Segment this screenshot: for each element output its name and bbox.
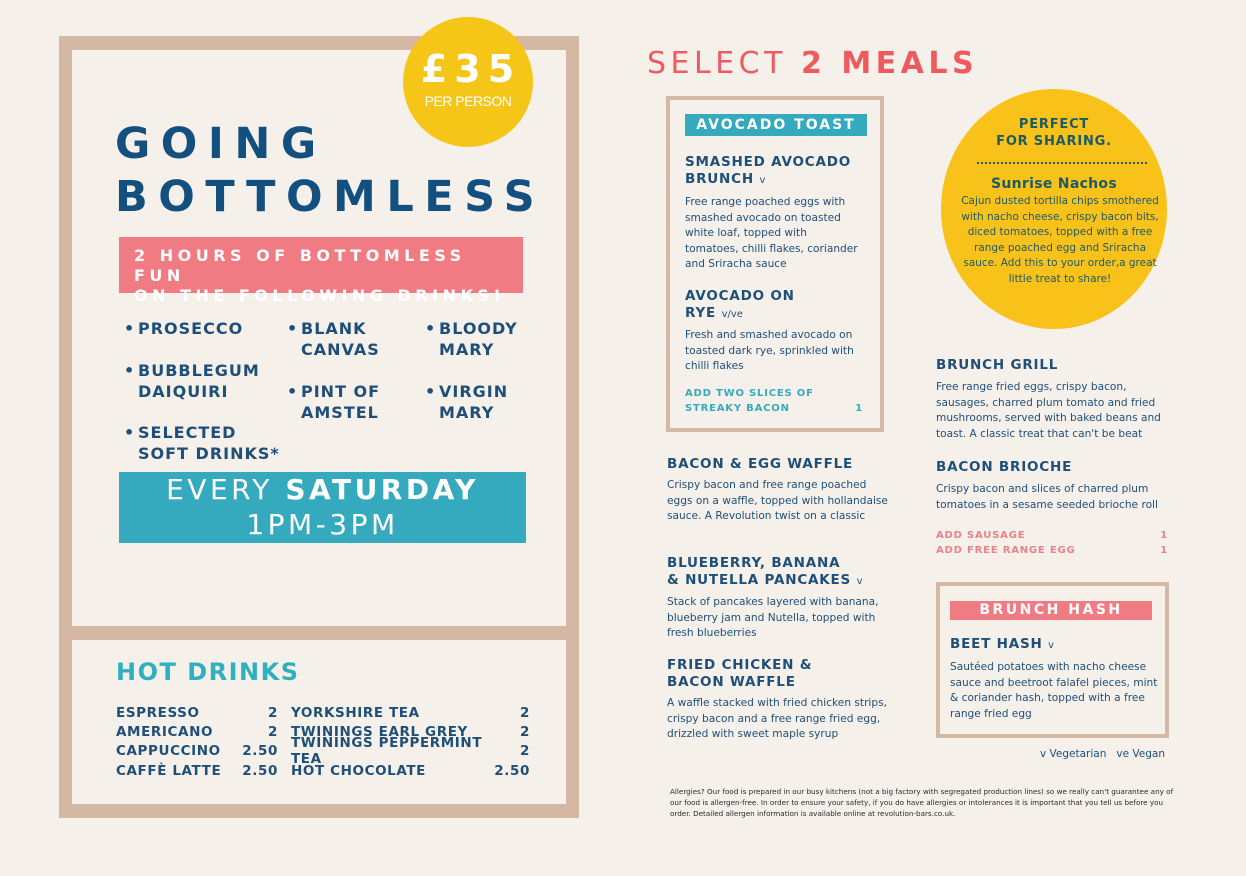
- dish-name-line: AVOCADO ON: [685, 288, 795, 304]
- bottomless-banner: [119, 237, 523, 305]
- sharing-heading: [941, 116, 1167, 150]
- drink-label: DAIQUIRI: [138, 382, 229, 401]
- drink-label: AMSTEL: [301, 403, 379, 422]
- legend-vegetarian: v Vegetarian: [1040, 748, 1107, 760]
- dish-description: Crispy bacon and free range poached eggs on a waffle, topped with hollandaise sauce. A Revolution twist on a classic: [667, 479, 888, 522]
- sharing-badge: [941, 89, 1167, 329]
- price-amount: £35: [420, 47, 522, 91]
- drink-item: [425, 318, 518, 360]
- drink-item: [287, 381, 380, 423]
- hot-drinks-title: HOT DRINKS: [116, 658, 300, 686]
- dish-brunch-grill: [936, 357, 1172, 442]
- bullet-icon: •: [287, 319, 299, 338]
- table-row: [116, 735, 530, 768]
- table-row: [116, 761, 530, 780]
- addon-label: ADD TWO SLICES OF: [685, 388, 814, 399]
- dish-name: BRUNCH GRILL: [936, 357, 1059, 373]
- dish-name-line: FRIED CHICKEN &: [667, 657, 813, 673]
- drink-label: SELECTED: [138, 423, 237, 442]
- drink-price: 2: [268, 704, 278, 721]
- drink-item: [287, 318, 380, 360]
- brunch-hash-section: [936, 582, 1169, 738]
- drink-price: 2: [520, 743, 530, 760]
- drink-price: 2.50: [242, 762, 278, 779]
- drink-name: AMERICANO: [116, 723, 214, 740]
- bullet-icon: •: [124, 319, 136, 338]
- drink-name: CAPPUCCINO: [116, 743, 221, 760]
- schedule-day: SATURDAY: [285, 473, 479, 506]
- bullet-icon: •: [425, 382, 437, 401]
- dish-bacon-brioche: [936, 459, 1172, 513]
- dish-name: [685, 288, 875, 323]
- drink-price: 2.50: [494, 762, 530, 779]
- drink-name: ESPRESSO: [116, 704, 200, 721]
- drink-label: CANVAS: [301, 340, 380, 359]
- dish-description: Fresh and smashed avocado on toasted dark rye, sprinkled with chilli flakes: [685, 329, 854, 372]
- drink-label: BLANK: [301, 319, 367, 338]
- drink-name: TWININGS PEPPERMINT TEA: [291, 735, 483, 768]
- banner-line-2: ON THE FOLLOWING DRINKS!: [134, 286, 506, 305]
- bullet-icon: •: [425, 319, 437, 338]
- dish-description: Free range poached eggs with smashed avocado on toasted white loaf, topped with tomatoes, chilli flakes, coriander and Sriracha sauce: [685, 196, 858, 270]
- dish-name: [667, 555, 892, 590]
- dish-pancakes: [667, 555, 892, 642]
- dietary-tag: v: [856, 576, 863, 587]
- section-label: BRUNCH HASH: [950, 601, 1152, 620]
- drink-label: VIRGIN: [439, 382, 509, 401]
- sharing-heading-line: PERFECT: [1018, 117, 1090, 132]
- dietary-legend: [1040, 748, 1165, 760]
- dish-description: Stack of pancakes layered with banana, blueberry jam and Nutella, topped with fresh blueberries: [667, 596, 879, 639]
- drink-label: PINT OF: [301, 382, 381, 401]
- dish-name-line: RYE: [685, 305, 717, 321]
- bullet-icon: •: [124, 423, 136, 442]
- avocado-toast-section: [666, 96, 884, 432]
- drink-name: TWININGS EARL GREY: [291, 723, 468, 740]
- heading-emphasis: 2 MEALS: [801, 46, 979, 81]
- dish-name-line: BACON WAFFLE: [667, 674, 796, 690]
- sharing-heading-line: FOR SHARING.: [996, 134, 1112, 149]
- dietary-tag: v/ve: [721, 309, 743, 320]
- allergy-notice: Allergies? Our food is prepared in our busy kitchens (not a big factory with segregated production lines) so we really can't guarantee any of our food is allergen-free. In order to ensure your safety, if you do have allergies or intolerances it is important that you tell us before you order. Detailed allergen information is available online at revolution-bars.co.uk.: [670, 787, 1174, 818]
- dish-name: BACON & EGG WAFFLE: [667, 456, 854, 472]
- addon-label: STREAKY BACON: [685, 403, 790, 414]
- schedule-time: 1PM-3PM: [246, 508, 399, 541]
- hot-drinks-table: [116, 703, 530, 780]
- dietary-tag: v: [1048, 640, 1055, 651]
- title-line-2: BOTTOMLESS: [115, 172, 546, 222]
- addon-price: 1: [855, 403, 863, 414]
- drink-price: 2.50: [242, 743, 278, 760]
- dish-description: A waffle stacked with fried chicken strips, crispy bacon and a free range fried egg, drizzled with sweet maple syrup: [667, 697, 887, 740]
- select-meals-heading: [647, 46, 978, 81]
- dotted-divider: [977, 162, 1147, 164]
- brioche-addons: [936, 528, 1168, 558]
- dish-name-line: BEET HASH: [950, 636, 1043, 652]
- sharing-dish-name: Sunrise Nachos: [990, 176, 1117, 192]
- addon-price: 1: [1160, 545, 1168, 556]
- dish-avocado-on-rye: [685, 288, 875, 375]
- title-line-1: GOING: [115, 119, 327, 169]
- drink-label: MARY: [439, 403, 495, 422]
- dish-name-line: BLUEBERRY, BANANA: [667, 555, 841, 571]
- sharing-dish-description: Cajun dusted tortilla chips smothered with nacho cheese, crispy bacon bits, diced tomatoes, topped with a free range poached egg and Sriracha sauce. Add this to your order,a great little treat to share!: [961, 195, 1159, 285]
- drink-price: 2: [520, 704, 530, 721]
- drink-item: [124, 318, 243, 339]
- drink-label: MARY: [439, 340, 495, 359]
- addon-label: ADD FREE RANGE EGG: [936, 545, 1076, 556]
- price-label: PER PERSON: [424, 93, 512, 109]
- dish-name: BACON BRIOCHE: [936, 459, 1073, 475]
- drink-price: 2: [268, 723, 278, 740]
- table-row: [116, 703, 530, 722]
- dish-smashed-avocado: [685, 154, 875, 273]
- addon-egg: [936, 543, 1168, 558]
- page-title: [115, 118, 545, 224]
- dish-description: Crispy bacon and slices of charred plum tomatoes in a sesame seeded brioche roll: [936, 483, 1158, 511]
- drink-item: [124, 422, 280, 464]
- addon-sausage: [936, 528, 1168, 543]
- drink-item: [425, 381, 508, 423]
- drink-label: BUBBLEGUM: [138, 361, 260, 380]
- bullet-icon: •: [287, 382, 299, 401]
- dish-name: [685, 154, 875, 189]
- dish-name-line: BRUNCH: [685, 171, 754, 187]
- banner-line-1: 2 HOURS OF BOTTOMLESS FUN: [134, 246, 466, 285]
- dish-name: [950, 636, 1160, 654]
- drink-name: YORKSHIRE TEA: [291, 704, 420, 721]
- drink-name: HOT CHOCOLATE: [291, 762, 426, 779]
- drink-name: CAFFÈ LATTE: [116, 762, 222, 779]
- dish-name-line: SMASHED AVOCADO: [685, 154, 852, 170]
- addon-bacon: [685, 386, 863, 416]
- dish-description: Sautéed potatoes with nacho cheese sauce and beetroot falafel pieces, mint & coriander hash, topped with a free range fried egg: [950, 661, 1158, 720]
- legend-vegan: ve Vegan: [1116, 748, 1165, 760]
- dietary-tag: v: [759, 175, 766, 186]
- dish-description: Free range fried eggs, crispy bacon, sausages, charred plum tomato and fried mushrooms, served with baked beans and toast. A classic treat that can't be beat: [936, 381, 1161, 440]
- drink-item: [124, 360, 260, 402]
- drink-price: 2: [520, 723, 530, 740]
- dish-fried-chicken-waffle: [667, 657, 892, 743]
- addon-price: 1: [1160, 530, 1168, 541]
- drink-label: SOFT DRINKS*: [138, 444, 280, 463]
- schedule-banner: [119, 472, 526, 543]
- drink-label: BLOODY: [439, 319, 518, 338]
- bullet-icon: •: [124, 361, 136, 380]
- dish-name-line: & NUTELLA PANCAKES: [667, 572, 852, 588]
- addon-label: ADD SAUSAGE: [936, 530, 1026, 541]
- dish-bacon-egg-waffle: [667, 456, 892, 525]
- drink-label: PROSECCO: [138, 319, 244, 338]
- dish-beet-hash: [950, 636, 1160, 722]
- heading-prefix: SELECT: [647, 46, 787, 81]
- dish-name: [667, 657, 892, 691]
- section-label: AVOCADO TOAST: [685, 114, 867, 136]
- schedule-every: EVERY: [166, 473, 273, 506]
